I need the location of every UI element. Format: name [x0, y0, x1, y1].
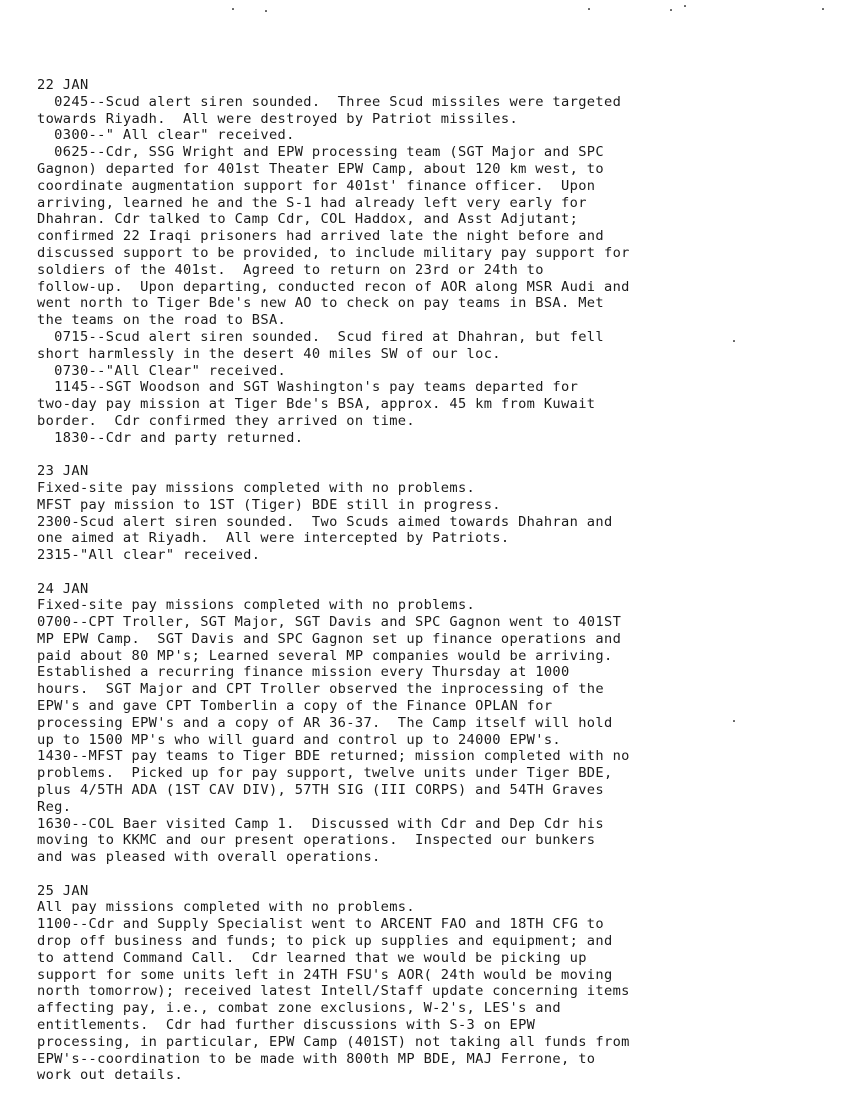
entry-text-line: confirmed 22 Iraqi prisoners had arrived late the night before and	[37, 228, 604, 245]
log-document	[37, 77, 837, 1084]
entry-text-line: MP EPW Camp. SGT Davis and SPC Gagnon set up finance operations and	[37, 630, 622, 647]
scan-speck	[588, 8, 590, 10]
entry-text-line: 0700--CPT Troller, SGT Major, SGT Davis and SPC Gagnon went to 401ST	[37, 614, 622, 631]
entry-text-line: border. Cdr confirmed they arrived on time.	[37, 412, 415, 429]
entry-text-line: paid about 80 MP's; Learned several MP companies would be arriving.	[37, 647, 613, 664]
entry-text-line: Fixed-site pay missions completed with no problems.	[37, 479, 476, 496]
entry-text-line: 1100--Cdr and Supply Specialist went to ARCENT FAO and 18TH CFG to	[37, 916, 604, 933]
entry-text-line: to attend Command Call. Cdr learned that we would be picking up	[37, 949, 587, 966]
entry-date: 24 JAN	[37, 580, 89, 597]
entry-text-line: entitlements. Cdr had further discussions with S-3 on EPW	[37, 1017, 536, 1034]
entry-date: 23 JAN	[37, 463, 89, 480]
entry-text-line: Fixed-site pay missions completed with no problems.	[37, 597, 476, 614]
entry-text-line: MFST pay mission to 1ST (Tiger) BDE still in progress.	[37, 496, 501, 513]
entry-text-line: 1830--Cdr and party returned.	[37, 429, 304, 446]
entry-text-line: and was pleased with overall operations.	[37, 849, 381, 866]
scan-speck	[265, 10, 267, 12]
entry-text-line: up to 1500 MP's who will guard and control up to 24000 EPW's.	[37, 731, 562, 748]
entry-text-line: two-day pay mission at Tiger Bde's BSA, approx. 45 km from Kuwait	[37, 396, 596, 413]
entry-text-line: short harmlessly in the desert 40 miles SW of our loc.	[37, 345, 501, 362]
entry-text-line: moving to KKMC and our present operations. Inspected our bunkers	[37, 832, 596, 849]
entry-text-line: EPW's and gave CPT Tomberlin a copy of the Finance OPLAN for	[37, 698, 553, 715]
scan-speck	[684, 5, 686, 7]
entry-text-line: Established a recurring finance mission every Thursday at 1000	[37, 664, 570, 681]
entry-text-line: the teams on the road to BSA.	[37, 312, 287, 329]
entry-text-line: Gagnon) departed for 401st Theater EPW Camp, about 120 km west, to	[37, 160, 604, 177]
entry-text-line: Dhahran. Cdr talked to Camp Cdr, COL Haddox, and Asst Adjutant;	[37, 211, 579, 228]
entry-text-line: EPW's--coordination to be made with 800th MP BDE, MAJ Ferrone, to	[37, 1050, 596, 1067]
entry-text-line: 0625--Cdr, SSG Wright and EPW processing team (SGT Major and SPC	[37, 144, 604, 161]
entry-text-line: hours. SGT Major and CPT Troller observed the inprocessing of the	[37, 681, 604, 698]
entry-text-line: All pay missions completed with no problems.	[37, 899, 415, 916]
entry-text-line: 1630--COL Baer visited Camp 1. Discussed with Cdr and Dep Cdr his	[37, 815, 604, 832]
entry-text-line: work out details.	[37, 1067, 184, 1084]
scan-speck	[232, 8, 234, 10]
entry-text-line: affecting pay, i.e., combat zone exclusions, W-2's, LES's and	[37, 1000, 562, 1017]
entry-text-line: drop off business and funds; to pick up supplies and equipment; and	[37, 933, 613, 950]
entry-text-line: plus 4/5TH ADA (1ST CAV DIV), 57TH SIG (III CORPS) and 54TH Graves	[37, 782, 604, 799]
entry-text-line: 1430--MFST pay teams to Tiger BDE returned; mission completed with no	[37, 748, 630, 765]
entry-text-line: follow-up. Upon departing, conducted recon of AOR along MSR Audi and	[37, 278, 630, 295]
entry-text-line: coordinate augmentation support for 401st' finance officer. Upon	[37, 177, 596, 194]
entry-text-line: towards Riyadh. All were destroyed by Patriot missiles.	[37, 110, 519, 127]
scan-speck	[670, 9, 672, 11]
log-entry	[37, 883, 837, 1085]
entry-text-line: problems. Picked up for pay support, twelve units under Tiger BDE,	[37, 765, 613, 782]
entry-text-line: north tomorrow); received latest Intell/Staff update concerning items	[37, 983, 630, 1000]
scan-speck	[822, 8, 824, 10]
entry-text-line: support for some units left in 24TH FSU's AOR( 24th would be moving	[37, 966, 613, 983]
entry-text-line: discussed support to be provided, to include military pay support for	[37, 244, 630, 261]
entry-text-line: one aimed at Riyadh. All were intercepted by Patriots.	[37, 530, 510, 547]
entry-text-line: 0730--"All Clear" received.	[37, 362, 287, 379]
entry-text-line: 0715--Scud alert siren sounded. Scud fired at Dhahran, but fell	[37, 328, 604, 345]
entry-text-line: 2315-"All clear" received.	[37, 547, 261, 564]
log-entry	[37, 77, 837, 447]
entry-date: 25 JAN	[37, 882, 89, 899]
entry-text-line: went north to Tiger Bde's new AO to check on pay teams in BSA. Met	[37, 295, 604, 312]
log-entry	[37, 463, 837, 564]
entry-text-line: Reg.	[37, 798, 72, 815]
entry-text-line: 0300--" All clear" received.	[37, 127, 295, 144]
entry-date: 22 JAN	[37, 77, 89, 93]
entry-text-line: processing, in particular, EPW Camp (401ST) not taking all funds from	[37, 1033, 630, 1050]
entry-text-line: 0245--Scud alert siren sounded. Three Scud missiles were targeted	[37, 93, 622, 110]
entry-text-line: 1145--SGT Woodson and SGT Washington's pay teams departed for	[37, 379, 579, 396]
entry-text-line: soldiers of the 401st. Agreed to return on 23rd or 24th to	[37, 261, 544, 278]
entry-text-line: 2300-Scud alert siren sounded. Two Scuds aimed towards Dhahran and	[37, 513, 613, 530]
entry-text-line: arriving, learned he and the S-1 had already left very early for	[37, 194, 587, 211]
entry-text-line: processing EPW's and a copy of AR 36-37. The Camp itself will hold	[37, 714, 613, 731]
log-entry	[37, 581, 837, 867]
